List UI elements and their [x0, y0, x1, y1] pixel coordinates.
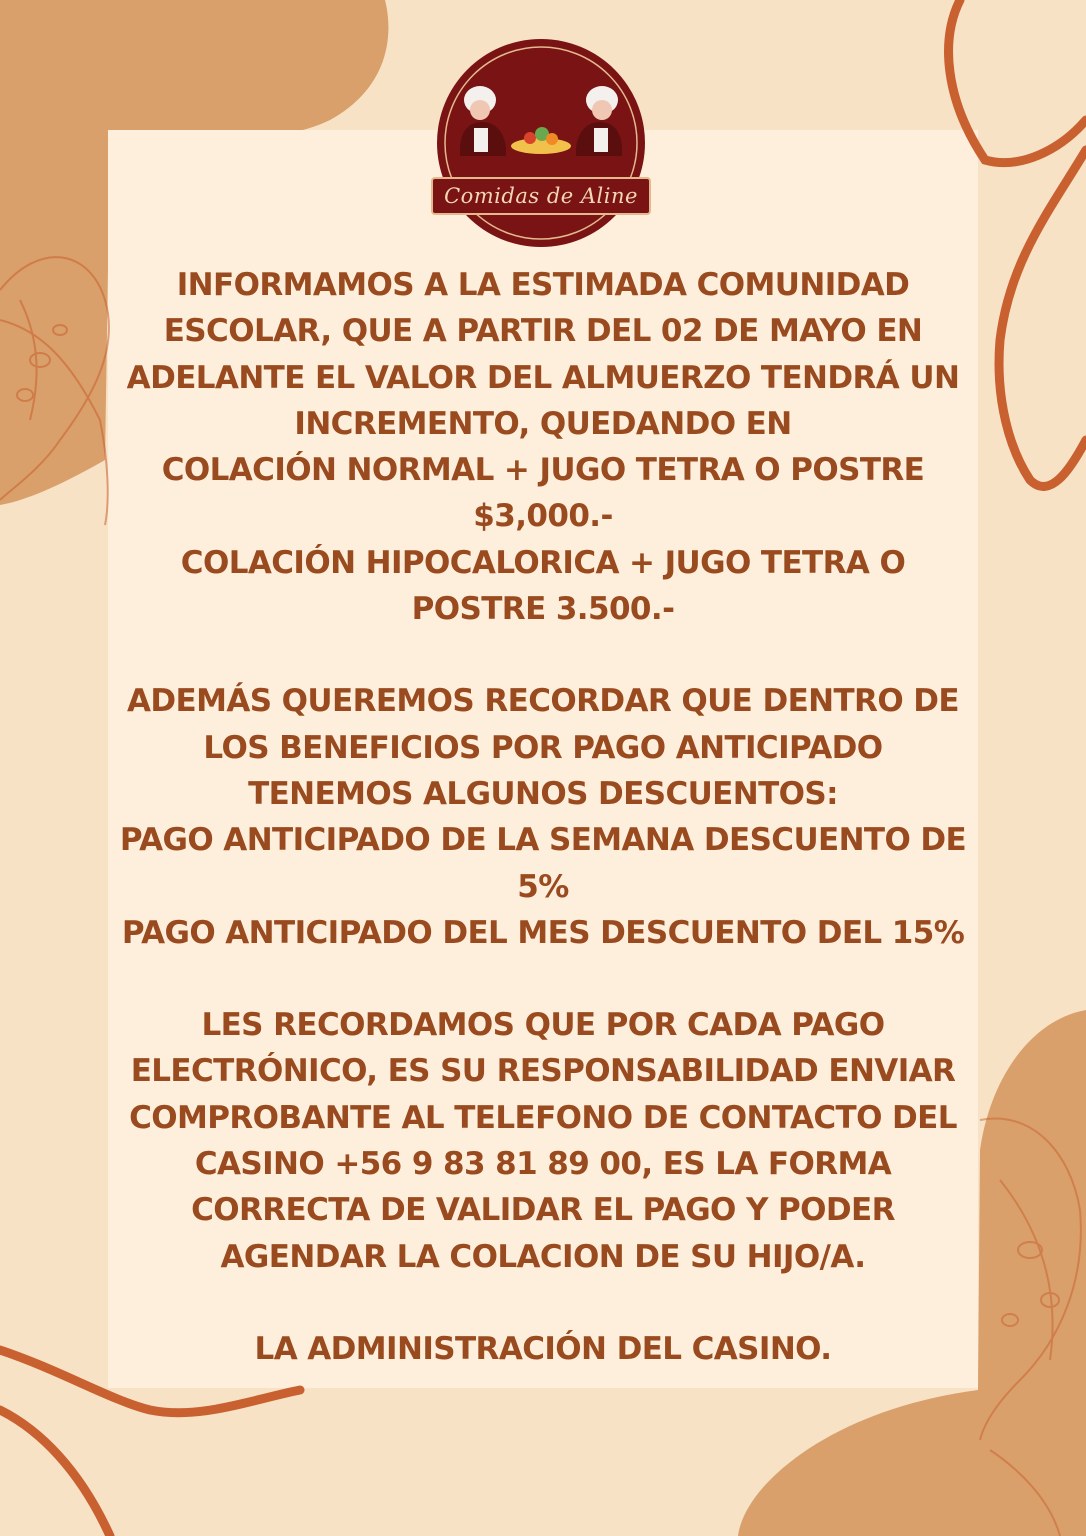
price-line: COLACIÓN HIPOCALORICA + JUGO TETRA O	[180, 544, 906, 581]
notice-line: INFORMAMOS A LA ESTIMADA COMUNIDAD	[176, 267, 910, 303]
payment-line: COMPROBANTE AL TELEFONO DE CONTACTO DEL	[129, 1099, 957, 1136]
price-line: POSTRE 3.500.-	[411, 591, 675, 628]
payment-line: AGENDAR LA COLACION DE SU HIJO/A.	[220, 1238, 866, 1275]
discount-line: LOS BENEFICIOS POR PAGO ANTICIPADO	[203, 729, 883, 766]
brand-logo-icon	[430, 38, 652, 248]
discount-line: PAGO ANTICIPADO DEL MES DESCUENTO DEL 15%	[121, 914, 965, 951]
signature: LA ADMINISTRACIÓN DEL CASINO.	[254, 1330, 832, 1367]
payment-line: CORRECTA DE VALIDAR EL PAGO Y PODER	[191, 1192, 895, 1229]
notice-line: INCREMENTO, QUEDANDO EN	[294, 405, 792, 442]
discount-line: ADEMÁS QUEREMOS RECORDAR QUE DENTRO DE	[127, 683, 959, 720]
discount-line: PAGO ANTICIPADO DE LA SEMANA DESCUENTO DE	[119, 822, 967, 859]
price-line: $3,000.-	[473, 498, 613, 535]
payment-line: ELECTRÓNICO, ES SU RESPONSABILIDAD ENVIAR	[130, 1053, 956, 1090]
payment-line: CASINO +56 9 83 81 89 00, ES LA FORMA	[194, 1146, 892, 1183]
notice-line: ESCOLAR, QUE A PARTIR DEL 02 DE MAYO EN	[163, 313, 923, 350]
price-line: COLACIÓN NORMAL + JUGO TETRA O POSTRE	[161, 452, 925, 489]
brand-name: Comidas de Aline	[444, 184, 638, 208]
notice-line: ADELANTE EL VALOR DEL ALMUERZO TENDRÁ UN	[126, 359, 960, 396]
payment-line: LES RECORDAMOS QUE POR CADA PAGO	[201, 1007, 885, 1044]
discount-line: TENEMOS ALGUNOS DESCUENTOS:	[248, 775, 838, 812]
notice-text	[100, 262, 986, 1372]
discount-line: 5%	[517, 868, 569, 905]
